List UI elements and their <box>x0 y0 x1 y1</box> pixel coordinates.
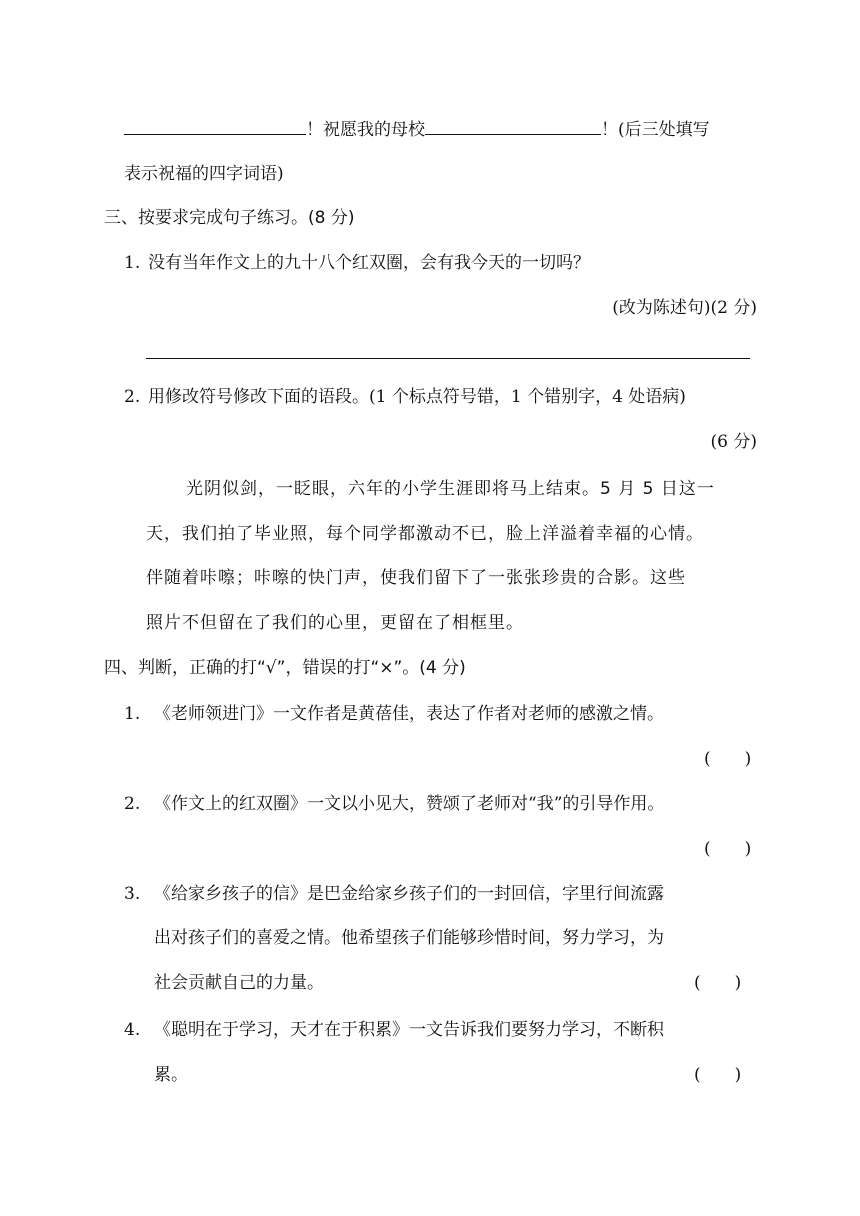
answer-blank[interactable] <box>425 118 601 135</box>
passage-line-2: 天，我们拍了毕业照，每个同学都激动不已，脸上洋溢着幸福的心情。 <box>146 524 704 544</box>
q4-2-text: 《作文上的红双圈》一文以小见大，赞颂了老师对“我”的引导作用。 <box>154 794 665 814</box>
q4-2-number: 2. <box>124 794 141 814</box>
q3-1-text: 没有当年作文上的九十八个红双圈，会有我今天的一切吗？ <box>148 253 590 273</box>
q3-2-score: (6 分) <box>710 432 757 452</box>
section-4-title: 四、判断，正确的打“√”，错误的打“×”。(4 分) <box>104 658 466 678</box>
passage-line-4: 照片不但留在了我们的心里，更留在了相框里。 <box>146 613 524 633</box>
q4-3-answer-paren[interactable]: ( ) <box>694 973 742 993</box>
top-line-2: 表示祝福的四字词语) <box>124 164 284 184</box>
passage-line-3: 伴随着咔嚓；咔嚓的快门声，使我们留下了一张张珍贵的合影。这些 <box>146 568 686 588</box>
passage-line-1: 光阴似剑，一眨眼，六年的小学生涯即将马上结束。5 月 5 日这一 <box>186 479 715 499</box>
q4-1-answer-paren[interactable]: ( ) <box>704 749 752 769</box>
q4-4-text-line-2: 累。 <box>154 1065 188 1085</box>
q4-1-number: 1. <box>124 704 141 724</box>
answer-blank[interactable] <box>124 118 306 135</box>
answer-line[interactable] <box>146 358 750 359</box>
q4-4-answer-paren[interactable]: ( ) <box>694 1065 742 1085</box>
q4-3-number: 3. <box>124 884 141 904</box>
q3-1-number: 1. <box>124 253 141 273</box>
section-3-title: 三、按要求完成句子练习。(8 分) <box>104 208 355 228</box>
q4-3-text-line-2: 出对孩子们的喜爱之情。他希望孩子们能够珍惜时间，努力学习，为 <box>154 928 664 948</box>
top-line-1-mid: ！祝愿我的母校 <box>306 120 425 140</box>
q4-3-text-line-3: 社会贡献自己的力量。 <box>154 973 324 993</box>
top-line-1 <box>124 118 710 141</box>
q4-2-answer-paren[interactable]: ( ) <box>704 839 752 859</box>
q4-1-text: 《老师领进门》一文作者是黄蓓佳，表达了作者对老师的感激之情。 <box>154 704 664 724</box>
q4-3-text-line-1: 《给家乡孩子的信》是巴金给家乡孩子们的一封回信，字里行间流露 <box>154 884 664 904</box>
q4-4-number: 4. <box>124 1020 141 1040</box>
top-line-1-end: ！(后三处填写 <box>601 120 710 140</box>
q3-2-number: 2. <box>124 387 141 407</box>
q4-4-text-line-1: 《聪明在于学习，天才在于积累》一文告诉我们要努力学习，不断积 <box>154 1020 664 1040</box>
q3-1-note: (改为陈述句)(2 分) <box>612 298 757 318</box>
q3-2-text: 用修改符号修改下面的语段。(1 个标点符号错，1 个错别字，4 处语病) <box>148 387 686 407</box>
